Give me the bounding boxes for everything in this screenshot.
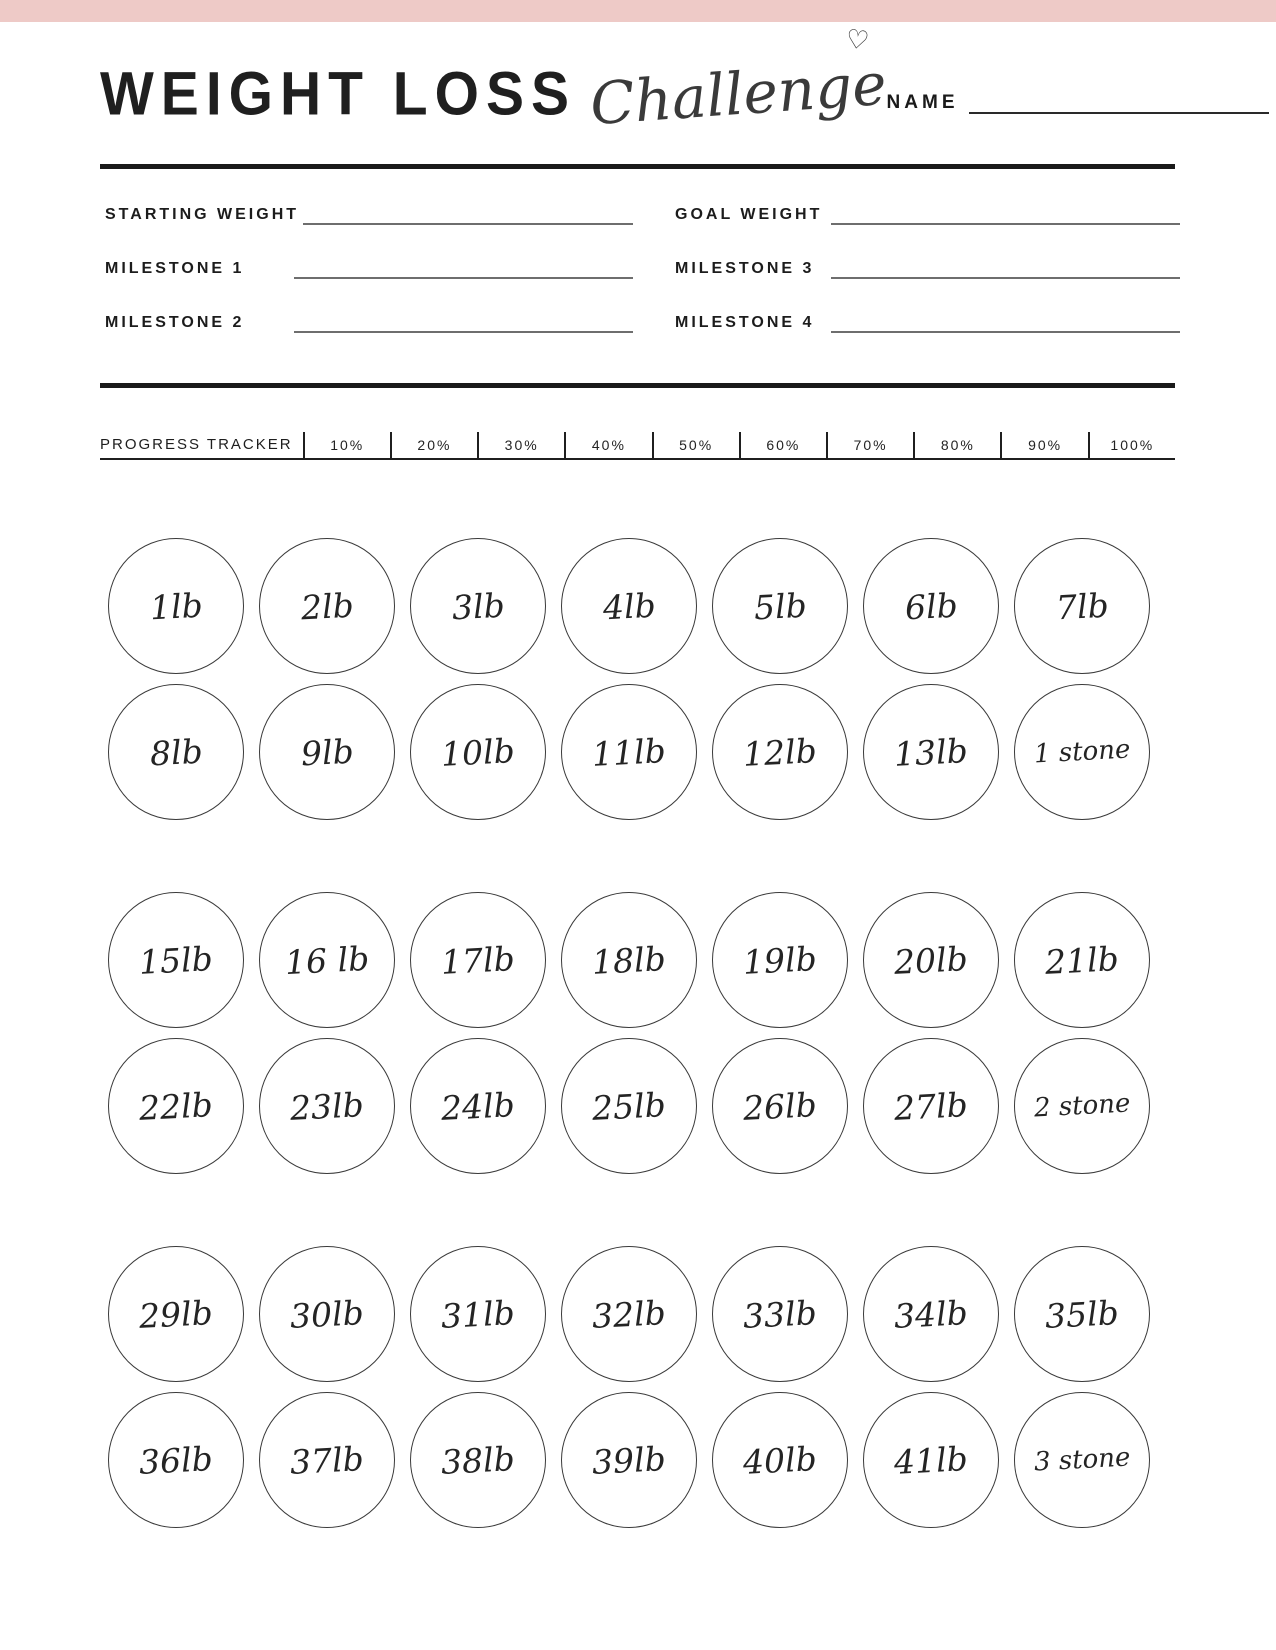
badge-label: 8lb <box>148 731 204 773</box>
milestone-badge <box>712 1246 848 1382</box>
progress-tick: 50% <box>652 432 739 458</box>
milestone-badge <box>561 1038 697 1174</box>
badge-label: 21lb <box>1044 938 1120 982</box>
badge-label: 17lb <box>440 938 516 982</box>
milestone-badge <box>410 1392 546 1528</box>
milestone-badge <box>410 1246 546 1382</box>
badge-label: 24lb <box>440 1084 516 1128</box>
milestone-badge <box>259 538 395 674</box>
progress-tick: 20% <box>390 432 477 458</box>
badge-label: 30lb <box>289 1292 365 1336</box>
milestone-badge <box>1014 1246 1150 1382</box>
field-label: MILESTONE 2 <box>105 314 245 331</box>
header <box>100 22 1175 164</box>
badge-label: 15lb <box>138 938 214 982</box>
milestone-badge <box>712 1392 848 1528</box>
field-label: MILESTONE 3 <box>675 260 815 277</box>
badge-row <box>108 684 1175 820</box>
milestone-badge <box>1014 1392 1150 1528</box>
badge-label: 7lb <box>1054 585 1110 627</box>
milestone-badge <box>108 1246 244 1382</box>
name-fill-line <box>969 92 1269 114</box>
badge-label: 4lb <box>601 585 657 627</box>
badge-label: 5lb <box>752 585 808 627</box>
progress-tick: 10% <box>303 432 390 458</box>
badge-row <box>108 1392 1175 1528</box>
badge-label: 13lb <box>893 730 969 774</box>
badge-label: 10lb <box>440 730 516 774</box>
badge-label: 39lb <box>591 1438 667 1482</box>
fields-divider <box>100 383 1175 388</box>
milestone-badge <box>561 892 697 1028</box>
milestone-badges <box>108 538 1175 1528</box>
milestone-badge <box>259 1038 395 1174</box>
milestone-badge <box>259 1392 395 1528</box>
badge-label: 23lb <box>289 1084 365 1128</box>
badge-label: 36lb <box>138 1438 214 1482</box>
badge-label: 32lb <box>591 1292 667 1336</box>
progress-tick: 70% <box>826 432 913 458</box>
badge-label: 29lb <box>138 1292 214 1336</box>
page-content <box>100 22 1175 1600</box>
milestone-badge <box>863 684 999 820</box>
milestone-badge <box>410 538 546 674</box>
milestone-badge <box>561 538 697 674</box>
badge-label: 31lb <box>440 1292 516 1336</box>
progress-tick: 60% <box>739 432 826 458</box>
milestone-badge <box>108 892 244 1028</box>
badge-group <box>108 538 1175 820</box>
badge-label: 38lb <box>440 1438 516 1482</box>
badge-label: 3 stone <box>1033 1442 1131 1478</box>
badge-label: 2lb <box>299 585 355 627</box>
milestone-badge <box>1014 1038 1150 1174</box>
top-accent-bar <box>0 0 1276 22</box>
heart-icon: ♡ <box>843 24 872 58</box>
badge-label: 12lb <box>742 730 818 774</box>
milestone-badge <box>712 684 848 820</box>
badge-label: 9lb <box>299 731 355 773</box>
badge-label: 3lb <box>450 585 506 627</box>
badge-label: 26lb <box>742 1084 818 1128</box>
field-fill-line <box>831 207 1180 225</box>
title-main: WEIGHT LOSS <box>100 59 576 129</box>
badge-row <box>108 1246 1175 1382</box>
milestone-badge <box>712 892 848 1028</box>
milestone-badge <box>108 1392 244 1528</box>
title-script <box>587 24 889 139</box>
field-row <box>675 199 1180 225</box>
progress-tick: 40% <box>564 432 651 458</box>
page-title <box>100 24 889 139</box>
badge-label: 11lb <box>591 730 667 774</box>
badge-row <box>108 892 1175 1028</box>
field-fill-line <box>294 315 633 333</box>
progress-tick: 80% <box>913 432 1000 458</box>
progress-tracker-label: PROGRESS TRACKER <box>100 436 293 453</box>
fields-column-right <box>675 199 1180 361</box>
field-row <box>105 307 633 333</box>
badge-label: 19lb <box>742 938 818 982</box>
badge-label: 1lb <box>148 585 204 627</box>
field-row <box>675 253 1180 279</box>
milestone-badge <box>863 1392 999 1528</box>
field-label: MILESTONE 4 <box>675 314 815 331</box>
badge-label: 34lb <box>893 1292 969 1336</box>
milestone-badge <box>259 892 395 1028</box>
badge-label: 16 lb <box>283 938 371 982</box>
milestone-badge <box>1014 892 1150 1028</box>
field-fill-line <box>294 261 633 279</box>
field-label: STARTING WEIGHT <box>105 206 300 223</box>
title-script-text: Challenge <box>587 49 889 139</box>
name-field <box>887 92 1269 114</box>
milestone-badge <box>863 892 999 1028</box>
progress-tracker <box>100 432 1175 460</box>
milestone-badge <box>712 538 848 674</box>
badge-group <box>108 1246 1175 1528</box>
milestone-badge <box>1014 684 1150 820</box>
badge-label: 41lb <box>893 1438 969 1482</box>
badge-label: 6lb <box>903 585 959 627</box>
milestone-badge <box>108 538 244 674</box>
badge-group <box>108 892 1175 1174</box>
progress-tick: 30% <box>477 432 564 458</box>
milestone-badge <box>410 892 546 1028</box>
fields-section <box>100 169 1175 383</box>
field-row <box>675 307 1180 333</box>
field-fill-line <box>303 207 633 225</box>
badge-label: 20lb <box>893 938 969 982</box>
badge-label: 25lb <box>591 1084 667 1128</box>
badge-label: 27lb <box>893 1084 969 1128</box>
field-label: MILESTONE 1 <box>105 260 245 277</box>
field-label: GOAL WEIGHT <box>675 206 823 223</box>
milestone-badge <box>863 1038 999 1174</box>
progress-tick: 90% <box>1000 432 1087 458</box>
badge-label: 1 stone <box>1033 734 1131 770</box>
milestone-badge <box>863 1246 999 1382</box>
milestone-badge <box>561 1392 697 1528</box>
milestone-badge <box>561 1246 697 1382</box>
milestone-badge <box>410 684 546 820</box>
milestone-badge <box>561 684 697 820</box>
badge-label: 35lb <box>1044 1292 1120 1336</box>
milestone-badge <box>108 1038 244 1174</box>
badge-label: 2 stone <box>1033 1088 1131 1124</box>
badge-label: 37lb <box>289 1438 365 1482</box>
milestone-badge <box>1014 538 1150 674</box>
field-row <box>105 253 633 279</box>
badge-row <box>108 538 1175 674</box>
progress-tick: 100% <box>1088 432 1175 458</box>
badge-label: 40lb <box>742 1438 818 1482</box>
milestone-badge <box>259 684 395 820</box>
field-fill-line <box>831 261 1180 279</box>
badge-label: 18lb <box>591 938 667 982</box>
milestone-badge <box>259 1246 395 1382</box>
field-fill-line <box>831 315 1180 333</box>
milestone-badge <box>410 1038 546 1174</box>
milestone-badge <box>712 1038 848 1174</box>
milestone-badge <box>863 538 999 674</box>
fields-column-left <box>105 199 633 361</box>
badge-row <box>108 1038 1175 1174</box>
badge-label: 33lb <box>742 1292 818 1336</box>
milestone-badge <box>108 684 244 820</box>
name-label: NAME <box>886 92 959 113</box>
field-row <box>105 199 633 225</box>
badge-label: 22lb <box>138 1084 214 1128</box>
